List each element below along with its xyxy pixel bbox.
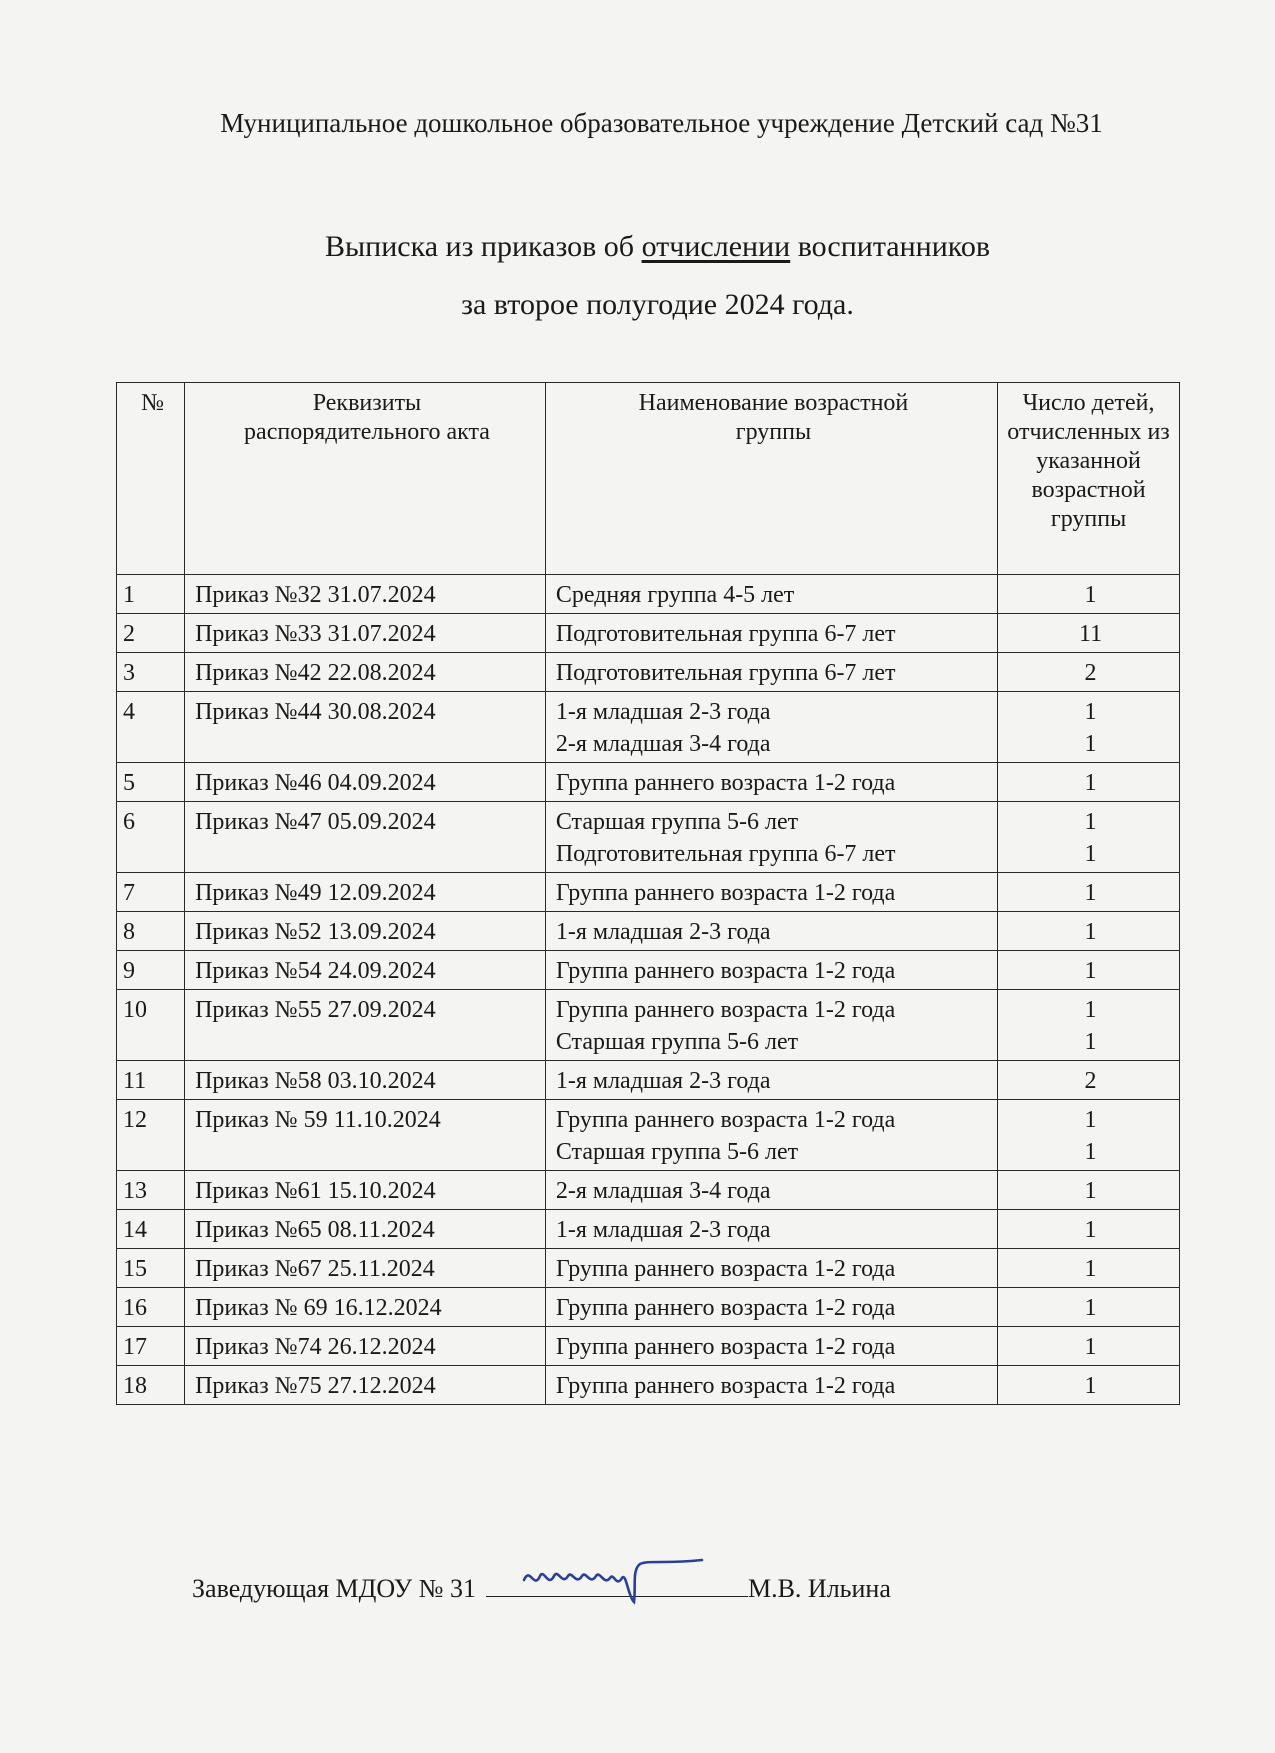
row-act: Приказ №67 25.11.2024: [185, 1249, 546, 1288]
table-row: [117, 575, 1180, 614]
group-name: Группа раннего возраста 1-2 года: [555, 1334, 896, 1360]
table-row: [117, 763, 1180, 802]
group-name: 2-я младшая 3-4 года: [555, 1178, 771, 1204]
row-act: Приказ №49 12.09.2024: [185, 873, 546, 912]
row-act: Приказ №42 22.08.2024: [185, 653, 546, 692]
row-groups: [545, 763, 997, 802]
child-count: 1: [1084, 1256, 1097, 1282]
row-number: 6: [117, 802, 185, 873]
row-number: 15: [117, 1249, 185, 1288]
group-name: Группа раннего возраста 1-2 года: [555, 958, 896, 984]
table-row: [117, 1171, 1180, 1210]
table-row: [117, 873, 1180, 912]
title-text-after: воспитанников: [790, 230, 991, 263]
table-body: [117, 575, 1180, 1405]
group-name: Группа раннего возраста 1-2 года: [555, 770, 896, 796]
child-count: 1: [1084, 997, 1097, 1023]
handwritten-signature: [516, 1546, 716, 1606]
table-row: [117, 1210, 1180, 1249]
child-count: 1: [1084, 880, 1097, 906]
row-act: Приказ №61 15.10.2024: [185, 1171, 546, 1210]
title-text-before: Выписка из приказов об: [324, 230, 642, 263]
row-number: 14: [117, 1210, 185, 1249]
group-name: Группа раннего возраста 1-2 года: [555, 1373, 896, 1399]
row-number: 16: [117, 1288, 185, 1327]
child-count: 1: [1084, 841, 1097, 867]
row-act: Приказ №32 31.07.2024: [185, 575, 546, 614]
row-groups: [545, 653, 997, 692]
row-number: 3: [117, 653, 185, 692]
row-act: Приказ №44 30.08.2024: [185, 692, 546, 763]
row-number: 2: [117, 614, 185, 653]
row-counts: [998, 1210, 1180, 1249]
header-number: №: [117, 383, 185, 575]
row-groups: [545, 1100, 997, 1171]
row-groups: [545, 1171, 997, 1210]
child-count: 1: [1084, 731, 1097, 757]
row-groups: [545, 912, 997, 951]
row-act: Приказ №52 13.09.2024: [185, 912, 546, 951]
group-name: Группа раннего возраста 1-2 года: [555, 1256, 896, 1282]
table-row: [117, 1366, 1180, 1405]
child-count: 1: [1084, 770, 1097, 796]
group-name: 1-я младшая 2-3 года: [555, 919, 771, 945]
child-count: 2: [1084, 1068, 1097, 1094]
expulsion-table: [116, 382, 1180, 1405]
table-row: [117, 802, 1180, 873]
child-count: 11: [1078, 621, 1103, 647]
row-counts: [998, 1171, 1180, 1210]
row-groups: [545, 1061, 997, 1100]
child-count: 1: [1084, 1373, 1097, 1399]
child-count: 1: [1084, 1334, 1097, 1360]
group-name: Подготовительная группа 6-7 лет: [555, 621, 896, 647]
row-counts: [998, 763, 1180, 802]
row-groups: [545, 1288, 997, 1327]
group-name: Группа раннего возраста 1-2 года: [555, 880, 896, 906]
group-name: Группа раннего возраста 1-2 года: [555, 1295, 896, 1321]
row-act: Приказ №65 08.11.2024: [185, 1210, 546, 1249]
header-act-line-1: Реквизиты: [312, 390, 422, 416]
table-row: [117, 1327, 1180, 1366]
title-line-2: за второе полугодие 2024 года.: [461, 288, 854, 321]
row-groups: [545, 1327, 997, 1366]
group-name: Подготовительная группа 6-7 лет: [555, 841, 896, 867]
header-group: [545, 383, 997, 575]
row-counts: [998, 1100, 1180, 1171]
row-act: Приказ №55 27.09.2024: [185, 990, 546, 1061]
table-row: [117, 1061, 1180, 1100]
document-title: [0, 218, 1275, 334]
row-act: Приказ №46 04.09.2024: [185, 763, 546, 802]
row-groups: [545, 614, 997, 653]
child-count: 1: [1084, 919, 1097, 945]
row-groups: [545, 1249, 997, 1288]
group-name: Старшая группа 5-6 лет: [555, 1029, 799, 1055]
signature-block: [192, 1568, 891, 1604]
table-row: [117, 1249, 1180, 1288]
row-counts: [998, 575, 1180, 614]
row-number: 1: [117, 575, 185, 614]
group-name: 1-я младшая 2-3 года: [555, 699, 771, 725]
row-act: Приказ №47 05.09.2024: [185, 802, 546, 873]
row-groups: [545, 802, 997, 873]
row-groups: [545, 951, 997, 990]
row-number: 4: [117, 692, 185, 763]
row-counts: [998, 1288, 1180, 1327]
table-header-row: [117, 383, 1180, 575]
row-groups: [545, 692, 997, 763]
child-count: 1: [1084, 1178, 1097, 1204]
child-count: 1: [1084, 582, 1097, 608]
row-act: Приказ №33 31.07.2024: [185, 614, 546, 653]
row-number: 5: [117, 763, 185, 802]
group-name: Группа раннего возраста 1-2 года: [555, 997, 896, 1023]
row-act: Приказ №58 03.10.2024: [185, 1061, 546, 1100]
child-count: 2: [1084, 660, 1097, 686]
row-number: 13: [117, 1171, 185, 1210]
child-count: 1: [1084, 1139, 1097, 1165]
row-counts: [998, 912, 1180, 951]
group-name: Старшая группа 5-6 лет: [555, 809, 799, 835]
row-groups: [545, 1210, 997, 1249]
signature-line: [486, 1568, 748, 1597]
row-number: 8: [117, 912, 185, 951]
row-counts: [998, 873, 1180, 912]
row-counts: [998, 653, 1180, 692]
table-row: [117, 1288, 1180, 1327]
row-number: 7: [117, 873, 185, 912]
row-groups: [545, 873, 997, 912]
group-name: Группа раннего возраста 1-2 года: [555, 1107, 896, 1133]
signer-position: Заведующая МДОУ № 31: [192, 1574, 476, 1603]
header-act: [185, 383, 546, 575]
group-name: Старшая группа 5-6 лет: [555, 1139, 799, 1165]
header-group-line-2: группы: [735, 419, 812, 445]
child-count: 1: [1084, 809, 1097, 835]
row-counts: [998, 1249, 1180, 1288]
group-name: Средняя группа 4-5 лет: [555, 582, 795, 608]
table-row: [117, 614, 1180, 653]
child-count: 1: [1084, 1217, 1097, 1243]
organization-name: Муниципальное дошкольное образовательное учреждение Детский сад №31: [220, 108, 1103, 138]
row-counts: [998, 1366, 1180, 1405]
table-row: [117, 653, 1180, 692]
child-count: 1: [1084, 699, 1097, 725]
table-row: [117, 951, 1180, 990]
row-act: Приказ № 59 11.10.2024: [185, 1100, 546, 1171]
row-act: Приказ №54 24.09.2024: [185, 951, 546, 990]
row-act: Приказ №75 27.12.2024: [185, 1366, 546, 1405]
group-name: Подготовительная группа 6-7 лет: [555, 660, 896, 686]
header-count: Число детей, отчисленных из указанной возрастной группы: [998, 383, 1180, 575]
title-underlined-word: отчислении: [641, 230, 791, 263]
row-number: 18: [117, 1366, 185, 1405]
child-count: 1: [1084, 1107, 1097, 1133]
row-counts: [998, 802, 1180, 873]
child-count: 1: [1084, 1295, 1097, 1321]
group-name: 2-я младшая 3-4 года: [555, 731, 771, 757]
row-number: 9: [117, 951, 185, 990]
row-act: Приказ №74 26.12.2024: [185, 1327, 546, 1366]
row-groups: [545, 575, 997, 614]
row-counts: [998, 1327, 1180, 1366]
row-number: 17: [117, 1327, 185, 1366]
row-groups: [545, 990, 997, 1061]
table-row: [117, 1100, 1180, 1171]
row-number: 10: [117, 990, 185, 1061]
table-row: [117, 990, 1180, 1061]
row-counts: [998, 951, 1180, 990]
row-counts: [998, 614, 1180, 653]
row-act: Приказ № 69 16.12.2024: [185, 1288, 546, 1327]
row-groups: [545, 1366, 997, 1405]
row-counts: [998, 692, 1180, 763]
title-line-1: [40, 218, 1275, 276]
child-count: 1: [1084, 1029, 1097, 1055]
child-count: 1: [1084, 958, 1097, 984]
table-row: [117, 912, 1180, 951]
table-row: [117, 692, 1180, 763]
row-number: 12: [117, 1100, 185, 1171]
row-number: 11: [117, 1061, 185, 1100]
header-act-line-2: распорядительного акта: [244, 419, 490, 445]
row-counts: [998, 1061, 1180, 1100]
signer-name: М.В. Ильина: [747, 1574, 891, 1603]
group-name: 1-я младшая 2-3 года: [555, 1068, 771, 1094]
row-counts: [998, 990, 1180, 1061]
group-name: 1-я младшая 2-3 года: [555, 1217, 771, 1243]
header-group-line-1: Наименование возрастной: [638, 390, 909, 416]
